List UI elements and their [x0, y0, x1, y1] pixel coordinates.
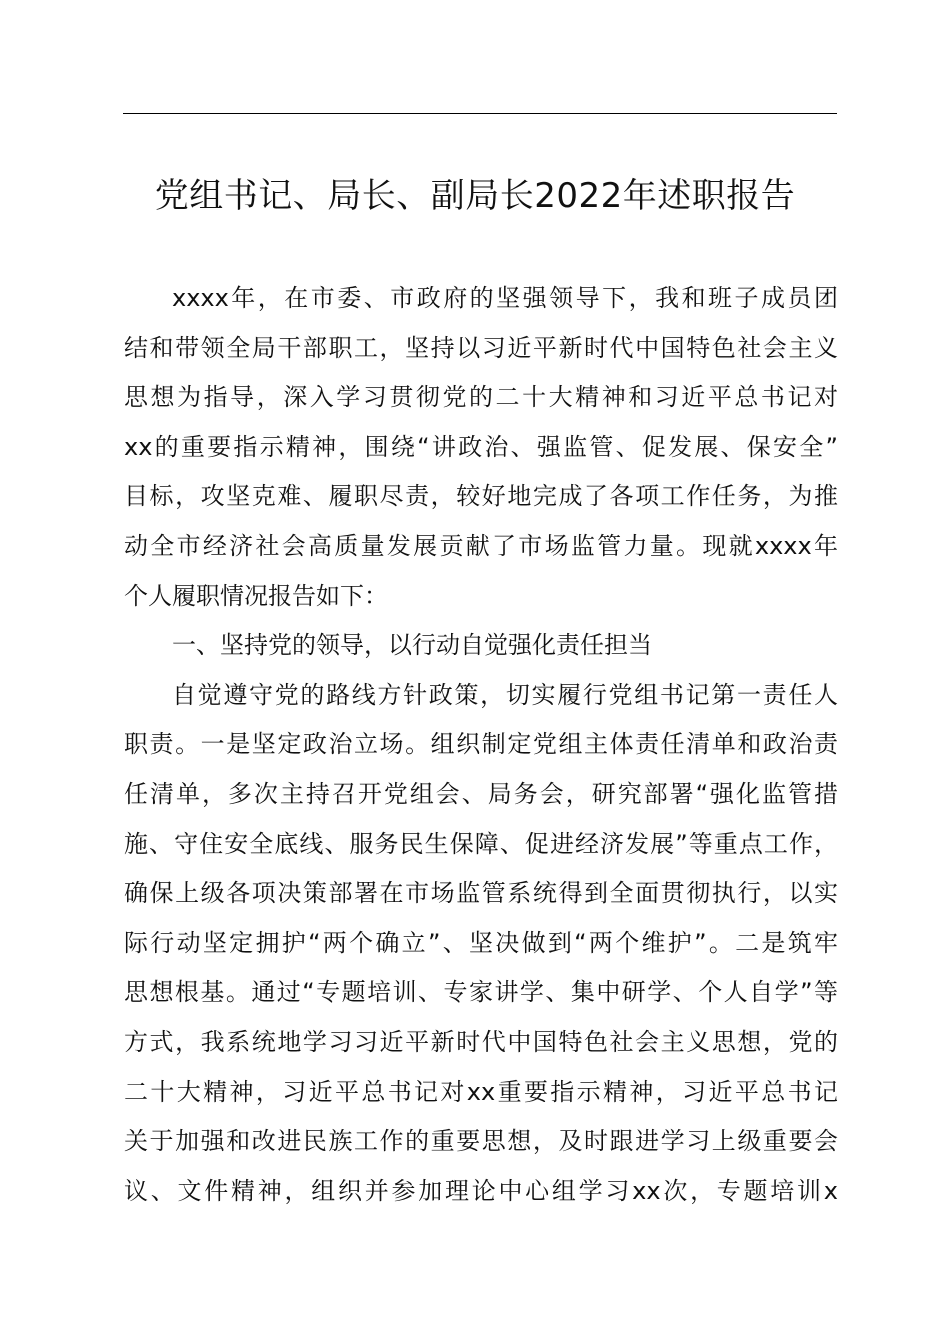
document-title: 党组书记、局长、副局长2022年述职报告 — [154, 176, 796, 216]
header-rule — [123, 113, 837, 114]
paragraph-line: 施、守住安全底线、服务民生保障、促进经济发展”等重点工作， — [124, 829, 838, 858]
paragraph-line: 个人履职情况报告如下： — [124, 581, 388, 610]
paragraph-line: 议、文件精神，组织并参加理论中心组学习xx次，专题培训x — [124, 1176, 838, 1205]
paragraph-line: 动全市经济社会高质量发展贡献了市场监管力量。现就xxxx年 — [124, 531, 838, 560]
paragraph-line: 职责。一是坚定政治立场。组织制定党组主体责任清单和政治责 — [124, 730, 838, 759]
paragraph-line: 目标，攻坚克难、履职尽责，较好地完成了各项工作任务，为推 — [124, 482, 838, 511]
paragraph-line: 任清单，多次主持召开党组会、局务会，研究部署“强化监管措 — [124, 779, 838, 808]
paragraph-line: 结和带领全局干部职工，坚持以习近平新时代中国特色社会主义 — [124, 333, 838, 362]
paragraph-line: 自觉遵守党的路线方针政策，切实履行党组书记第一责任人 — [172, 680, 838, 709]
paragraph-line: 二十大精神，习近平总书记对xx重要指示精神，习近平总书记 — [124, 1077, 838, 1106]
paragraph-line: xxxx年，在市委、市政府的坚强领导下，我和班子成员团 — [172, 284, 838, 312]
paragraph-line: 关于加强和改进民族工作的重要思想，及时跟进学习上级重要会 — [124, 1127, 838, 1156]
paragraph-line: 思想为指导，深入学习贯彻党的二十大精神和习近平总书记对 — [124, 383, 838, 412]
paragraph-line: 际行动坚定拥护“两个确立”、坚决做到“两个维护”。二是筑牢 — [124, 928, 838, 957]
document-body — [124, 274, 838, 1216]
paragraph-line: 思想根基。通过“专题培训、专家讲学、集中研学、个人自学”等 — [124, 978, 838, 1007]
paragraph-line: 方式，我系统地学习习近平新时代中国特色社会主义思想，党的 — [124, 1027, 838, 1056]
paragraph-line: 确保上级各项决策部署在市场监管系统得到全面贯彻执行，以实 — [124, 879, 838, 908]
section-heading: 一、坚持党的领导，以行动自觉强化责任担当 — [172, 631, 652, 660]
paragraph-line: xx的重要指示精神，围绕“讲政治、强监管、促发展、保安全” — [124, 432, 838, 461]
